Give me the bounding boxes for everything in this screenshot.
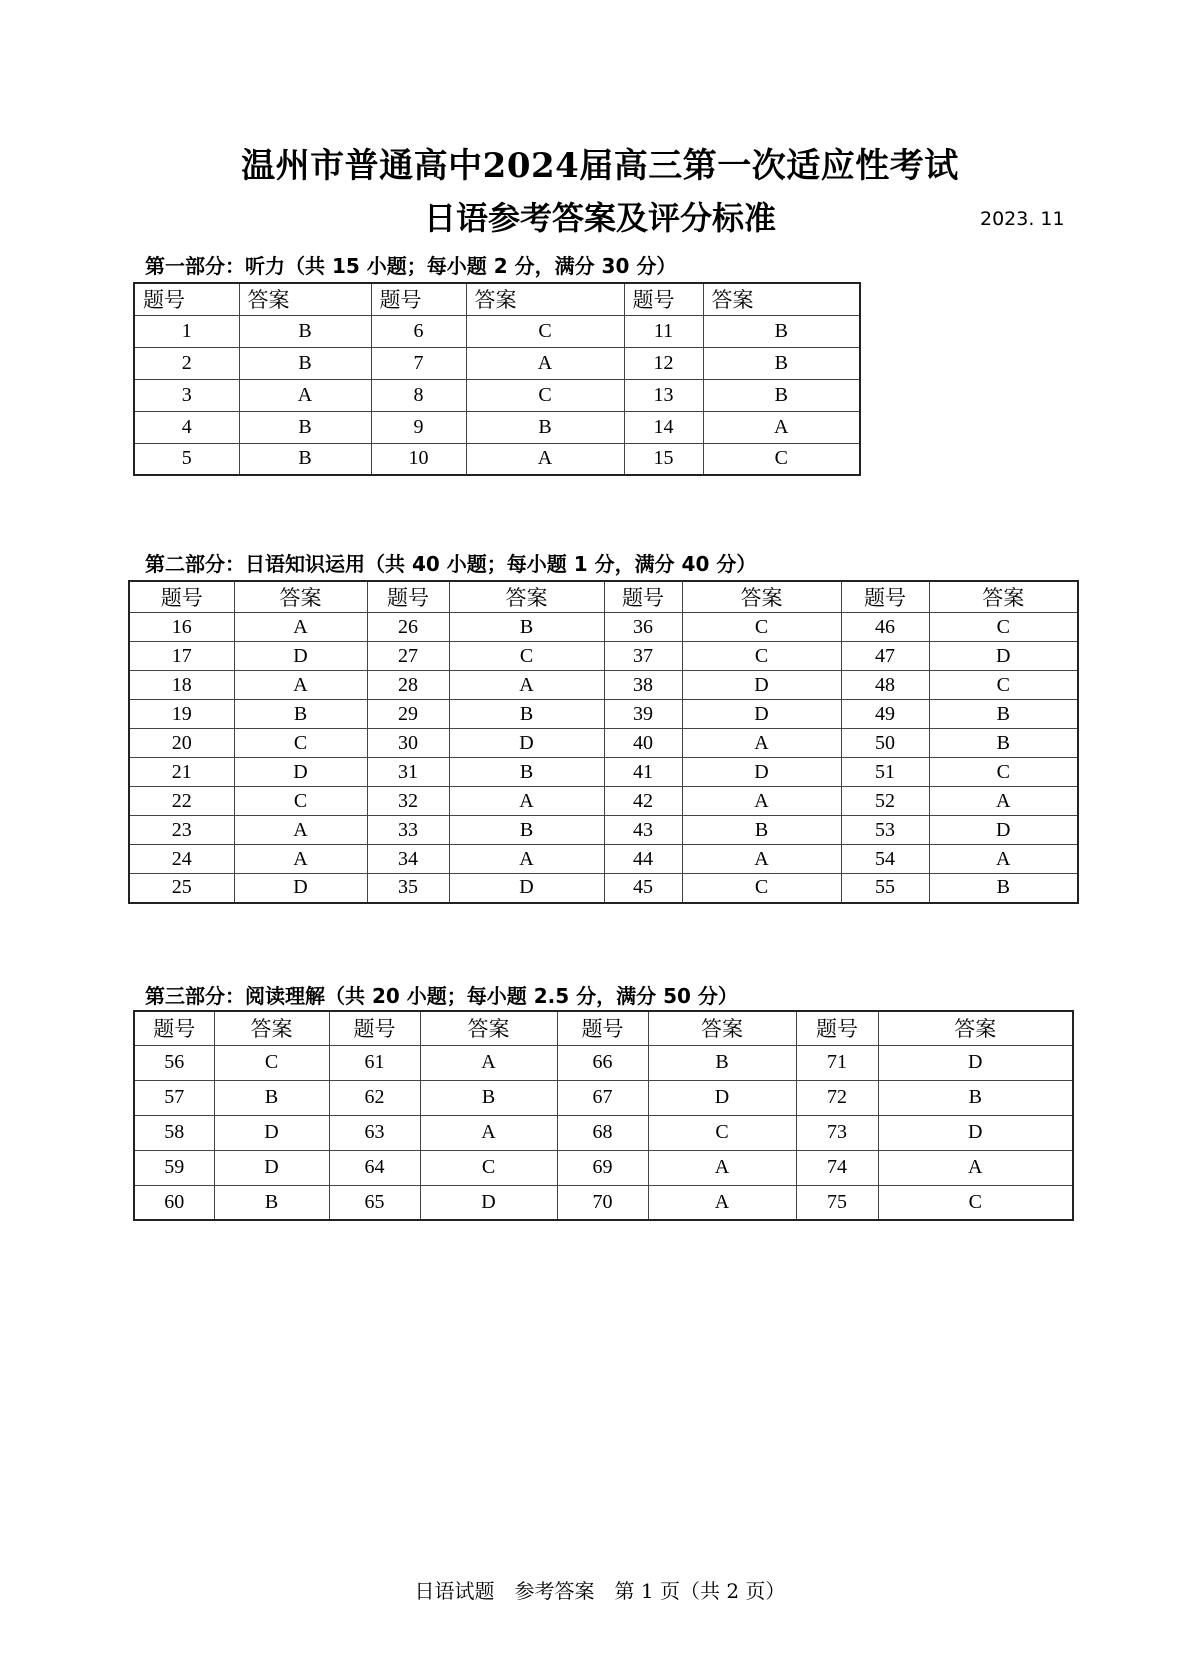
answer-cell: C (466, 315, 624, 347)
question-number-cell: 64 (329, 1150, 420, 1185)
answer-cell: D (234, 758, 367, 787)
question-number-cell: 12 (624, 347, 703, 379)
question-number-cell: 29 (367, 700, 449, 729)
header-answer: 答案 (703, 283, 860, 315)
question-number-cell: 3 (134, 379, 239, 411)
answer-rows (129, 613, 1078, 903)
answer-cell: C (420, 1150, 557, 1185)
question-number-cell: 2 (134, 347, 239, 379)
question-number-cell: 4 (134, 411, 239, 443)
question-number-cell: 63 (329, 1115, 420, 1150)
answer-cell: D (648, 1080, 796, 1115)
table-row (134, 379, 860, 411)
question-number-cell: 73 (796, 1115, 878, 1150)
document-date: 2023. 11 (980, 208, 1065, 230)
answer-cell: C (682, 642, 841, 671)
table-row (129, 613, 1078, 642)
header-answer: 答案 (420, 1011, 557, 1045)
answer-cell: C (929, 613, 1078, 642)
header-answer: 答案 (648, 1011, 796, 1045)
question-number-cell: 71 (796, 1045, 878, 1080)
answer-cell: A (420, 1115, 557, 1150)
header-question-no: 题号 (557, 1011, 648, 1045)
question-number-cell: 28 (367, 671, 449, 700)
table-row (129, 816, 1078, 845)
answer-cell: D (234, 874, 367, 903)
answer-cell: A (466, 443, 624, 475)
header-question-no: 题号 (841, 581, 929, 613)
answer-cell: B (703, 379, 860, 411)
answer-cell: D (878, 1115, 1073, 1150)
question-number-cell: 19 (129, 700, 234, 729)
answer-cell: D (449, 729, 604, 758)
question-number-cell: 27 (367, 642, 449, 671)
header-answer: 答案 (682, 581, 841, 613)
answer-cell: A (420, 1045, 557, 1080)
question-number-cell: 36 (604, 613, 682, 642)
answer-cell: A (682, 787, 841, 816)
answer-cell: B (449, 700, 604, 729)
table-row (129, 729, 1078, 758)
header-answer: 答案 (214, 1011, 329, 1045)
answer-cell: C (214, 1045, 329, 1080)
answer-cell: A (703, 411, 860, 443)
answer-cell: B (239, 411, 371, 443)
question-number-cell: 40 (604, 729, 682, 758)
header-question-no: 题号 (134, 1011, 214, 1045)
header-question-no: 题号 (329, 1011, 420, 1045)
question-number-cell: 48 (841, 671, 929, 700)
question-number-cell: 51 (841, 758, 929, 787)
question-number-cell: 20 (129, 729, 234, 758)
question-number-cell: 42 (604, 787, 682, 816)
header-question-no: 题号 (129, 581, 234, 613)
answer-table-reading (133, 1010, 1074, 1221)
question-number-cell: 66 (557, 1045, 648, 1080)
question-number-cell: 58 (134, 1115, 214, 1150)
answer-cell: B (466, 411, 624, 443)
answer-cell: D (214, 1150, 329, 1185)
question-number-cell: 25 (129, 874, 234, 903)
question-number-cell: 75 (796, 1185, 878, 1220)
question-number-cell: 39 (604, 700, 682, 729)
answer-cell: A (234, 671, 367, 700)
answer-cell: C (929, 671, 1078, 700)
question-number-cell: 53 (841, 816, 929, 845)
question-number-cell: 6 (371, 315, 466, 347)
question-number-cell: 56 (134, 1045, 214, 1080)
question-number-cell: 33 (367, 816, 449, 845)
answer-cell: D (682, 758, 841, 787)
answer-cell: B (239, 443, 371, 475)
header-question-no: 题号 (604, 581, 682, 613)
question-number-cell: 52 (841, 787, 929, 816)
answer-cell: B (239, 315, 371, 347)
question-number-cell: 43 (604, 816, 682, 845)
header-question-no: 题号 (624, 283, 703, 315)
answer-cell: C (466, 379, 624, 411)
question-number-cell: 35 (367, 874, 449, 903)
question-number-cell: 34 (367, 845, 449, 874)
answer-cell: B (929, 729, 1078, 758)
answer-cell: A (682, 729, 841, 758)
question-number-cell: 13 (624, 379, 703, 411)
answer-cell: C (234, 729, 367, 758)
table-row (129, 758, 1078, 787)
answer-cell: A (449, 845, 604, 874)
answer-cell: C (682, 613, 841, 642)
answer-cell: B (234, 700, 367, 729)
header-question-no: 题号 (796, 1011, 878, 1045)
question-number-cell: 72 (796, 1080, 878, 1115)
table-row (129, 874, 1078, 903)
table-row (134, 443, 860, 475)
question-number-cell: 62 (329, 1080, 420, 1115)
table-row (129, 642, 1078, 671)
question-number-cell: 50 (841, 729, 929, 758)
question-number-cell: 47 (841, 642, 929, 671)
answer-cell: B (239, 347, 371, 379)
document-subtitle: 日语参考答案及评分标准 (423, 199, 776, 237)
answer-cell: A (929, 787, 1078, 816)
answer-cell: D (929, 642, 1078, 671)
table-row (134, 347, 860, 379)
answer-cell: A (449, 787, 604, 816)
table-row (129, 700, 1078, 729)
question-number-cell: 23 (129, 816, 234, 845)
question-number-cell: 46 (841, 613, 929, 642)
question-number-cell: 38 (604, 671, 682, 700)
answer-cell: A (234, 816, 367, 845)
header-question-no: 题号 (367, 581, 449, 613)
answer-cell: B (929, 700, 1078, 729)
table-row (134, 411, 860, 443)
header-answer: 答案 (466, 283, 624, 315)
question-number-cell: 67 (557, 1080, 648, 1115)
answer-cell: C (449, 642, 604, 671)
answer-cell: A (682, 845, 841, 874)
header-question-no: 题号 (371, 283, 466, 315)
question-number-cell: 21 (129, 758, 234, 787)
answer-cell: A (648, 1185, 796, 1220)
question-number-cell: 16 (129, 613, 234, 642)
question-number-cell: 69 (557, 1150, 648, 1185)
answer-cell: B (420, 1080, 557, 1115)
answer-cell: A (449, 671, 604, 700)
question-number-cell: 1 (134, 315, 239, 347)
table-row (129, 787, 1078, 816)
question-number-cell: 30 (367, 729, 449, 758)
answer-cell: C (648, 1115, 796, 1150)
question-number-cell: 18 (129, 671, 234, 700)
table-row (129, 671, 1078, 700)
question-number-cell: 26 (367, 613, 449, 642)
table-row (134, 1045, 1073, 1080)
table-row (134, 1185, 1073, 1220)
page-footer: 日语试题 参考答案 第 1 页（共 2 页） (414, 1579, 786, 1603)
section-2-title: 第二部分：日语知识运用（共 40 小题；每小题 1 分，满分 40 分） (145, 552, 757, 576)
question-number-cell: 9 (371, 411, 466, 443)
answer-cell: B (703, 315, 860, 347)
table-row (134, 315, 860, 347)
table-row (129, 845, 1078, 874)
question-number-cell: 5 (134, 443, 239, 475)
question-number-cell: 37 (604, 642, 682, 671)
question-number-cell: 32 (367, 787, 449, 816)
question-number-cell: 65 (329, 1185, 420, 1220)
answer-cell: D (420, 1185, 557, 1220)
answer-cell: C (929, 758, 1078, 787)
question-number-cell: 24 (129, 845, 234, 874)
answer-cell: A (878, 1150, 1073, 1185)
section-3-title: 第三部分：阅读理解（共 20 小题；每小题 2.5 分，满分 50 分） (145, 984, 738, 1008)
answer-cell: B (449, 758, 604, 787)
header-question-no: 题号 (134, 283, 239, 315)
question-number-cell: 54 (841, 845, 929, 874)
answer-cell: B (929, 874, 1078, 903)
answer-table-knowledge (128, 580, 1079, 904)
question-number-cell: 15 (624, 443, 703, 475)
answer-cell: B (703, 347, 860, 379)
answer-cell: C (878, 1185, 1073, 1220)
question-number-cell: 60 (134, 1185, 214, 1220)
answer-cell: A (466, 347, 624, 379)
answer-table-listening (133, 282, 861, 476)
question-number-cell: 22 (129, 787, 234, 816)
question-number-cell: 59 (134, 1150, 214, 1185)
answer-cell: D (878, 1045, 1073, 1080)
answer-cell: D (682, 671, 841, 700)
question-number-cell: 44 (604, 845, 682, 874)
header-answer: 答案 (929, 581, 1078, 613)
answer-rows (134, 315, 860, 475)
answer-cell: C (234, 787, 367, 816)
answer-cell: B (449, 613, 604, 642)
document-title: 温州市普通高中2024届高三第一次适应性考试 (241, 146, 959, 186)
answer-cell: D (214, 1115, 329, 1150)
answer-rows (134, 1045, 1073, 1220)
section-1-title: 第一部分：听力（共 15 小题；每小题 2 分，满分 30 分） (145, 254, 677, 278)
header-answer: 答案 (239, 283, 371, 315)
question-number-cell: 74 (796, 1150, 878, 1185)
question-number-cell: 61 (329, 1045, 420, 1080)
answer-cell: D (929, 816, 1078, 845)
answer-cell: C (703, 443, 860, 475)
answer-cell: D (234, 642, 367, 671)
answer-cell: B (214, 1080, 329, 1115)
table-row (134, 1080, 1073, 1115)
answer-cell: A (234, 845, 367, 874)
answer-cell: A (234, 613, 367, 642)
answer-cell: A (239, 379, 371, 411)
question-number-cell: 41 (604, 758, 682, 787)
question-number-cell: 7 (371, 347, 466, 379)
answer-cell: D (682, 700, 841, 729)
question-number-cell: 11 (624, 315, 703, 347)
header-answer: 答案 (449, 581, 604, 613)
question-number-cell: 31 (367, 758, 449, 787)
question-number-cell: 14 (624, 411, 703, 443)
question-number-cell: 57 (134, 1080, 214, 1115)
table-row (134, 1115, 1073, 1150)
table-row (134, 1150, 1073, 1185)
answer-cell: B (878, 1080, 1073, 1115)
answer-cell: B (214, 1185, 329, 1220)
question-number-cell: 10 (371, 443, 466, 475)
header-answer: 答案 (878, 1011, 1073, 1045)
question-number-cell: 45 (604, 874, 682, 903)
answer-cell: A (648, 1150, 796, 1185)
header-answer: 答案 (234, 581, 367, 613)
answer-cell: B (682, 816, 841, 845)
question-number-cell: 68 (557, 1115, 648, 1150)
answer-cell: B (449, 816, 604, 845)
question-number-cell: 49 (841, 700, 929, 729)
answer-cell: A (929, 845, 1078, 874)
answer-cell: B (648, 1045, 796, 1080)
question-number-cell: 8 (371, 379, 466, 411)
question-number-cell: 17 (129, 642, 234, 671)
question-number-cell: 55 (841, 874, 929, 903)
answer-cell: D (449, 874, 604, 903)
answer-cell: C (682, 874, 841, 903)
question-number-cell: 70 (557, 1185, 648, 1220)
